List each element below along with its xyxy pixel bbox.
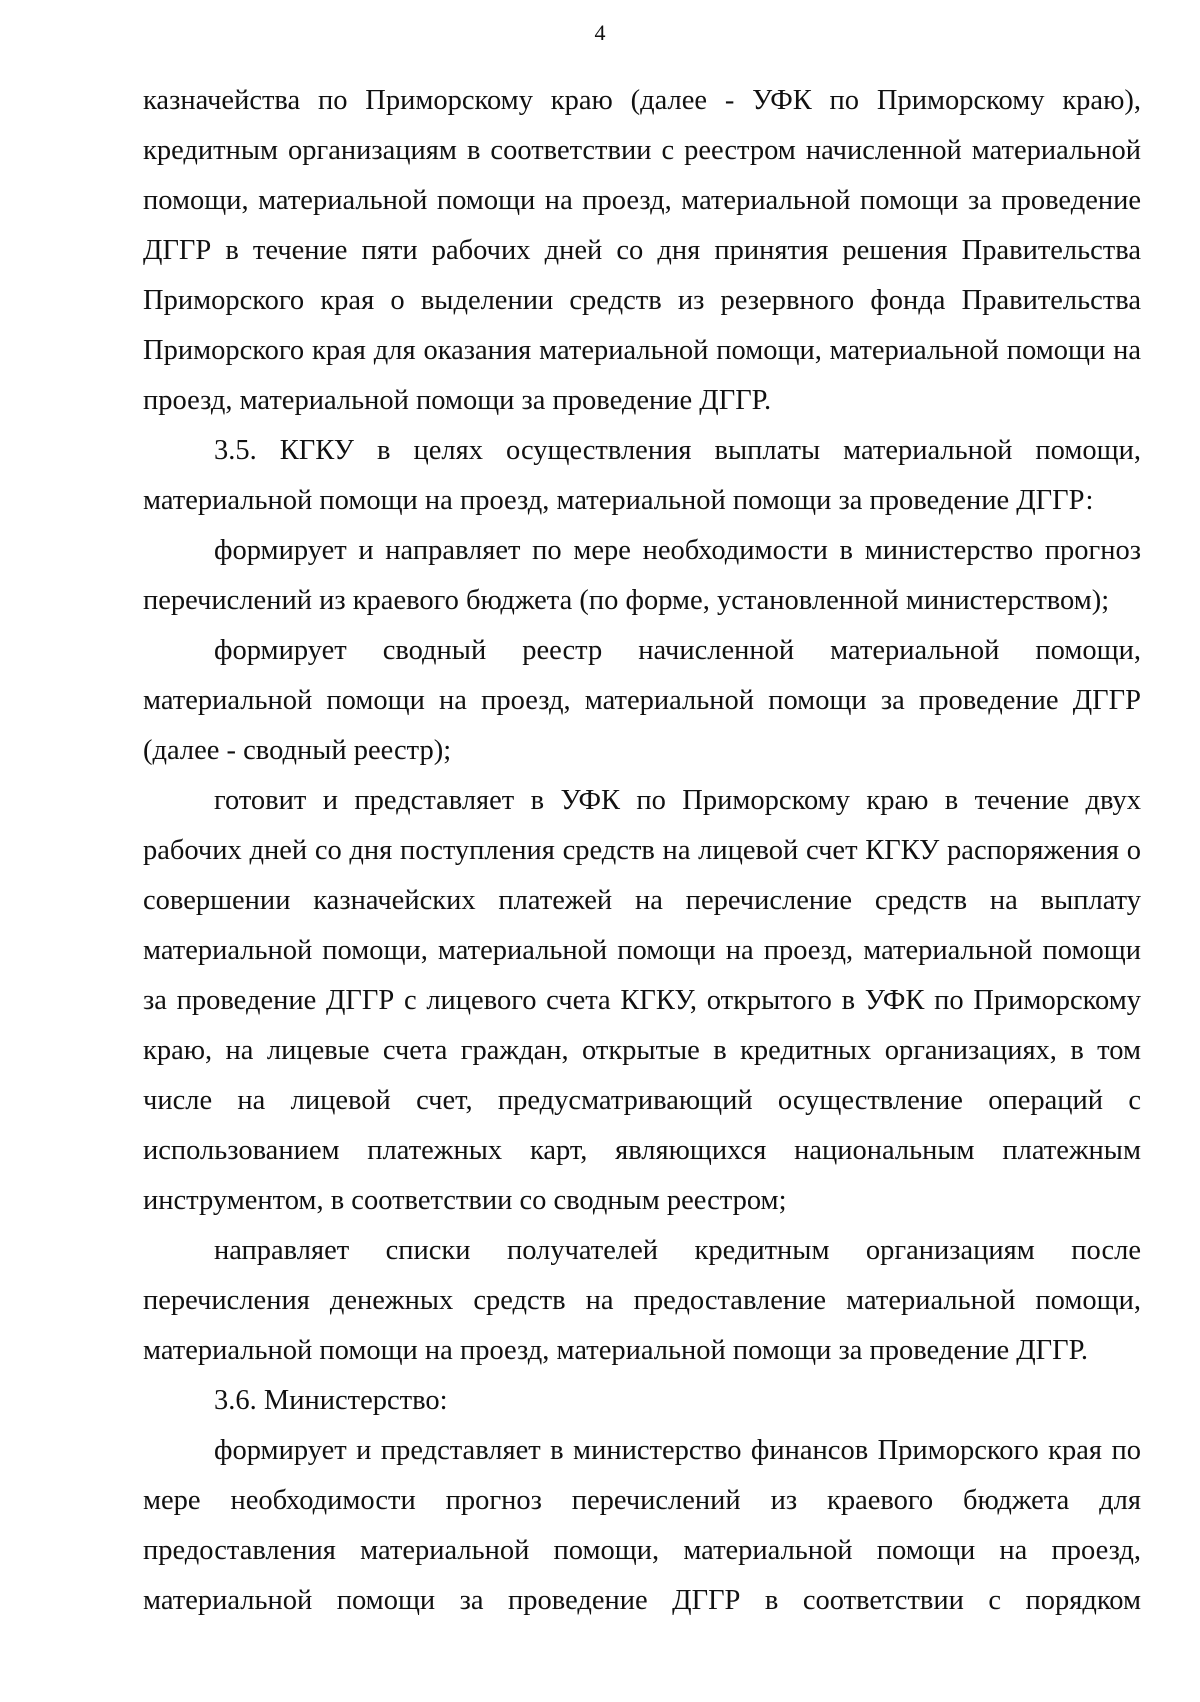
- document-body: [143, 76, 1141, 1626]
- page-number: 4: [594, 20, 606, 45]
- paragraph-1: казначейства по Приморскому краю (далее - УФК по Приморскому краю), кредитным организациям в соответствии с реестром начисленной материальной помощи, материальной помощи на проезд, материальной помощи за проведение ДГГР в течение пяти рабочих дней со дня принятия решения Правительства Приморского края о выделении средств из резервного фонда Правительства Приморского края для оказания материальной помощи, материальной помощи на проезд, материальной помощи за проведение ДГГР.: [143, 85, 1141, 416]
- paragraph-2: 3.5. КГКУ в целях осуществления выплаты материальной помощи, материальной помощи на проезд, материальной помощи за проведение ДГГР:: [143, 435, 1141, 516]
- paragraph-6: направляет списки получателей кредитным организациям после перечисления денежных средств на предоставление материальной помощи, материальной помощи на проезд, материальной помощи за проведение ДГГР.: [143, 1235, 1141, 1366]
- paragraph-3: формирует и направляет по мере необходимости в министерство прогноз перечислений из краевого бюджета (по форме, установленной министерством);: [143, 535, 1141, 616]
- paragraph-8: формирует и представляет в министерство финансов Приморского края по мере необходимости прогноз перечислений из краевого бюджета для предоставления материальной помощи, материальной помощи на проезд, материальной помощи за проведение ДГГР в соответствии с порядком: [143, 1435, 1141, 1616]
- paragraph-4: формирует сводный реестр начисленной материальной помощи, материальной помощи на проезд, материальной помощи за проведение ДГГР (далее - сводный реестр);: [143, 635, 1141, 766]
- paragraph-7: 3.6. Министерство:: [214, 1385, 448, 1416]
- paragraph-5: готовит и представляет в УФК по Приморскому краю в течение двух рабочих дней со дня поступления средств на лицевой счет КГКУ распоряжения о совершении казначейских платежей на перечисление средств на выплату материальной помощи, материальной помощи на проезд, материальной помощи за проведение ДГГР с лицевого счета КГКУ, открытого в УФК по Приморскому краю, на лицевые счета граждан, открытые в кредитных организациях, в том числе на лицевой счет, предусматривающий осуществление операций с использованием платежных карт, являющихся национальным платежным инструментом, в соответствии со сводным реестром;: [143, 785, 1141, 1216]
